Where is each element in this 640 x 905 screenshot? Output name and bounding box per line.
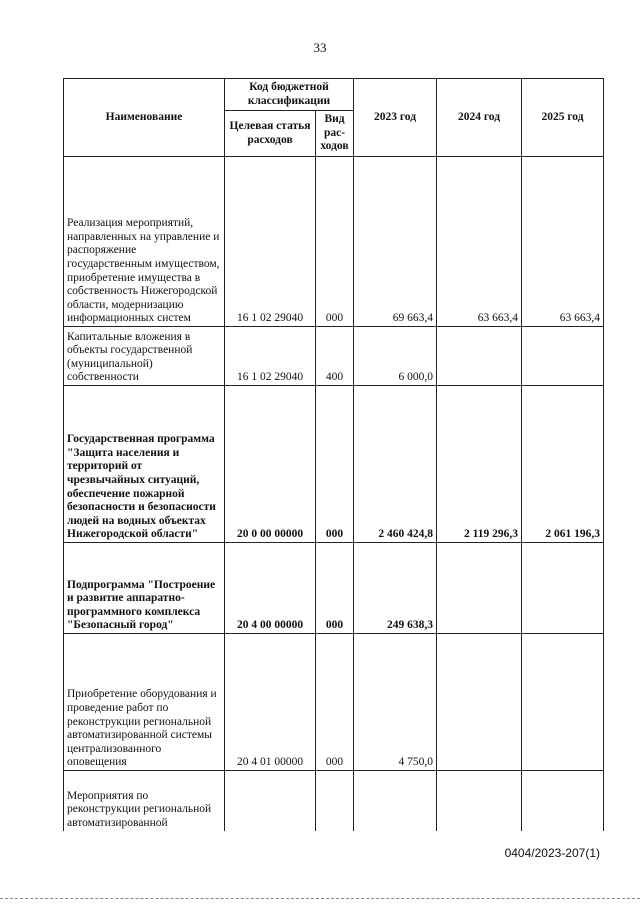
table-row bbox=[64, 157, 604, 327]
row-amount-2025: 2 061 196,3 bbox=[522, 386, 604, 543]
table-body bbox=[64, 157, 604, 831]
row-amount-2024: 63 663,4 bbox=[437, 157, 522, 327]
row-target-article: 20 0 00 00000 bbox=[225, 386, 316, 543]
budget-table bbox=[63, 78, 604, 831]
header-name: Наименование bbox=[64, 79, 225, 157]
header-budget-code: Код бюджетной классификации bbox=[225, 79, 354, 111]
row-amount-2023: 6 000,0 bbox=[354, 327, 437, 386]
row-amount-2023: 2 460 424,8 bbox=[354, 386, 437, 543]
row-target-article: 16 1 02 29040 bbox=[225, 327, 316, 386]
row-amount-2025: 63 663,4 bbox=[522, 157, 604, 327]
row-target-article: 20 4 00 00000 bbox=[225, 543, 316, 634]
row-amount-2025 bbox=[522, 771, 604, 831]
row-amount-2025 bbox=[522, 327, 604, 386]
row-expense-type: 000 bbox=[316, 634, 354, 771]
header-expense-type: Вид рас-ходов bbox=[316, 111, 354, 157]
row-amount-2025 bbox=[522, 543, 604, 634]
row-amount-2023: 69 663,4 bbox=[354, 157, 437, 327]
row-name: Приобретение оборудования и проведение работ по реконструкции региональной автоматизированной системы централизованного оповещения bbox=[64, 634, 225, 771]
scan-edge-divider bbox=[0, 898, 640, 899]
table-row bbox=[64, 386, 604, 543]
row-amount-2024: 2 119 296,3 bbox=[437, 386, 522, 543]
row-amount-2024 bbox=[437, 543, 522, 634]
row-name: Реализация мероприятий, направленных на управление и распоряжение государственным имуществом, приобретение имущества в собственность Нижегородской области, модернизацию информационных систем bbox=[64, 157, 225, 327]
row-name: Мероприятия по реконструкции региональной автоматизированной bbox=[64, 771, 225, 831]
row-amount-2025 bbox=[522, 634, 604, 771]
row-expense-type: 400 bbox=[316, 327, 354, 386]
document-code: 0404/2023-207(1) bbox=[504, 846, 600, 860]
row-expense-type: 000 bbox=[316, 157, 354, 327]
row-amount-2024 bbox=[437, 634, 522, 771]
table-row bbox=[64, 634, 604, 771]
row-expense-type bbox=[316, 771, 354, 831]
row-target-article bbox=[225, 771, 316, 831]
row-amount-2023 bbox=[354, 771, 437, 831]
table-row bbox=[64, 327, 604, 386]
row-name: Государственная программа "Защита населения и территорий от чрезвычайных ситуаций, обеспечение пожарной безопасности и безопасности людей на водных объектах Нижегородской области" bbox=[64, 386, 225, 543]
row-amount-2023: 4 750,0 bbox=[354, 634, 437, 771]
row-name: Подпрограмма "Построение и развитие аппаратно-программного комплекса "Безопасный город" bbox=[64, 543, 225, 634]
page-number: 33 bbox=[313, 40, 327, 55]
row-name: Капитальные вложения в объекты государственной (муниципальной) собственности bbox=[64, 327, 225, 386]
row-amount-2024 bbox=[437, 327, 522, 386]
header-target-article: Целевая статья расходов bbox=[225, 111, 316, 157]
row-expense-type: 000 bbox=[316, 543, 354, 634]
header-2023: 2023 год bbox=[354, 79, 437, 157]
table-header bbox=[64, 79, 604, 157]
table-row bbox=[64, 543, 604, 634]
row-target-article: 20 4 01 00000 bbox=[225, 634, 316, 771]
row-amount-2024 bbox=[437, 771, 522, 831]
row-expense-type: 000 bbox=[316, 386, 354, 543]
row-target-article: 16 1 02 29040 bbox=[225, 157, 316, 327]
row-amount-2023: 249 638,3 bbox=[354, 543, 437, 634]
header-2024: 2024 год bbox=[437, 79, 522, 157]
table-row bbox=[64, 771, 604, 831]
header-2025: 2025 год bbox=[522, 79, 604, 157]
